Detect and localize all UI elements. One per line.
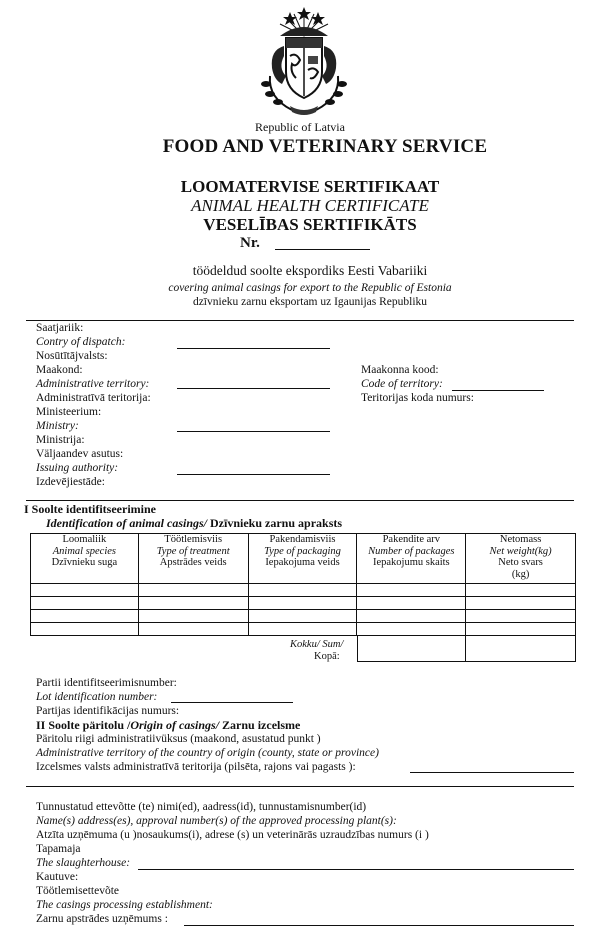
table-row [31,623,576,636]
table-cell[interactable] [248,623,357,636]
table-cell[interactable] [248,597,357,610]
table-cell[interactable] [138,597,248,610]
table-cell[interactable] [248,610,357,623]
country-label-en: Contry of dispatch: [36,336,126,348]
covering-lv: dzīvnieku zarnu eksportam uz Igaunijas Republiku [192,296,428,308]
certificate-title-lv: VESELĪBAS SERTIFIKĀTS [203,215,417,234]
col-label-lv: Dzīvnieku suga [51,557,118,568]
table-cell[interactable] [466,610,576,623]
sum-box-divider [465,636,466,662]
table-header-row [31,534,576,584]
ministry-label-lv: Ministrija: [36,434,85,446]
certificate-title-en: ANIMAL HEALTH CERTIFICATE [191,196,429,215]
county-code-field-line[interactable] [452,390,544,391]
col-label-et: Netomass [499,534,542,545]
plants-label-en: Name(s) address(es), approval number(s) of the approved processing plant(s): [36,815,397,827]
col-packages [357,534,466,584]
county-code-label-lv: Teritorijas koda numurs: [361,392,474,404]
col-label-et: Töötlemisviis [164,534,223,545]
section2-title [36,719,300,732]
section1-subtitle-en: Identification of animal casings/ [46,516,208,530]
col-label-en: Type of treatment [156,545,230,557]
col-packaging [248,534,357,584]
table-row [31,584,576,597]
col-label-lv2: (kg) [511,568,530,580]
republic-label: Republic of Latvia [255,120,345,134]
table-cell[interactable] [357,584,466,597]
authority-label-en: Issuing authority: [36,462,119,474]
table-cell[interactable] [357,597,466,610]
table-cell[interactable] [466,623,576,636]
processing-field-line[interactable] [184,925,574,926]
nr-field-line[interactable] [275,249,370,250]
processing-label-et: Töötlemisettevõte [36,885,120,897]
processing-label-lv: Zarnu apstrādes uzņēmums : [36,913,168,925]
plants-label-lv: Atzīta uzņēmuma (u )nosaukums(i), adrese (s) un veterinārās uzraudzības numurs (i ) [36,829,429,841]
sum-label: Kokku/ Sum/ [290,639,344,650]
divider [26,320,574,321]
table-cell[interactable] [357,623,466,636]
county-label-lv: Administratīvā teritorija: [36,392,151,404]
table-cell[interactable] [31,597,139,610]
table-cell[interactable] [138,584,248,597]
col-label-et: Loomaliik [62,534,107,545]
country-field-line[interactable] [177,348,330,349]
table-row [31,610,576,623]
service-title: FOOD AND VETERINARY SERVICE [162,136,488,157]
slaughterhouse-field-line[interactable] [138,869,574,870]
plants-label-et: Tunnustatud ettevõtte (te) nimi(ed), aadress(id), tunnustamisnumber(id) [36,801,367,813]
col-label-et: Pakendamisviis [269,534,336,545]
section2-title-lv: Zarnu izcelsme [219,718,301,732]
table-cell[interactable] [138,623,248,636]
col-label-en: Type of packaging [264,545,341,557]
ministry-field-line[interactable] [177,431,330,432]
section2-title-en: Origin of casings/ [130,718,220,732]
section2-title-et: II Soolte päritolu / [36,718,131,732]
col-species [31,534,139,584]
col-label-en: Number of packages [368,545,455,557]
col-label-lv: Iepakojuma veids [265,557,340,568]
county-label-en: Administrative territory: [36,378,150,390]
origin-territory-lv: Izcelsmes valsts administratīvā teritorija (pilsēta, rajons vai pagasts ): [36,761,356,773]
country-label-et: Saatjariik: [36,322,84,334]
slaughterhouse-label-en: The slaughterhouse: [36,857,131,869]
county-code-label-et: Maakonna kood: [361,364,439,376]
covering-en: covering animal casings for export to the Republic of Estonia [168,282,452,294]
col-label-lv: Neto svars [498,557,543,568]
nr-label: Nr. [240,235,260,251]
table-cell[interactable] [466,597,576,610]
casings-table [30,533,576,636]
certificate-title-et: LOOMATERVISE SERTIFIKAAT [180,177,440,196]
table-cell[interactable] [357,610,466,623]
col-label-lv: Apstrādes veids [159,557,227,568]
col-label-et: Pakendite arv [382,534,441,545]
col-label-en: Animal species [52,545,117,557]
authority-label-et: Väljaandev asutus: [36,448,124,460]
county-code-label-en: Code of territory: [361,378,443,390]
lot-label-en: Lot identification number: [36,691,158,703]
col-label-en: Net weight(kg) [489,545,552,557]
lot-label-lv: Partijas identifikācijas numurs: [36,705,180,717]
processing-label-en: The casings processing establishment: [36,899,213,911]
origin-territory-en: Administrative territory of the country of origin (county, state or province) [36,747,379,759]
table-cell[interactable] [248,584,357,597]
county-field-line[interactable] [177,388,330,389]
section1-subtitle [46,517,342,530]
table-cell[interactable] [466,584,576,597]
slaughterhouse-label-et: Tapamaja [36,843,81,855]
ministry-label-et: Ministeerium: [36,406,102,418]
section1-title: I Soolte identifitseerimine [24,502,156,516]
origin-territory-et: Päritolu riigi administratiivüksus (maakond, asustatud punkt ) [36,733,321,745]
lot-label-et: Partii identifitseerimisnumber: [36,677,177,689]
divider [26,500,574,501]
coat-of-arms-emblem [250,6,358,118]
col-label-lv: Iepakojumu skaits [372,557,450,568]
country-label-lv: Nosūtītājvalsts: [36,350,108,362]
table-row [31,597,576,610]
sum-box[interactable] [357,636,576,662]
table-cell[interactable] [138,610,248,623]
covering-et: töödeldud soolte ekspordiks Eesti Vabariiki [192,263,428,278]
col-treatment [138,534,248,584]
county-label-et: Maakond: [36,364,83,376]
origin-territory-field-line[interactable] [410,772,574,773]
authority-field-line[interactable] [177,474,330,475]
sum-label-lv: Kopā: [314,651,340,662]
col-net-weight [466,534,576,584]
slaughterhouse-label-lv: Kautuve: [36,871,79,883]
table-cell[interactable] [31,610,139,623]
section1-subtitle-lv: Dzīvnieku zarnu apraksts [207,516,343,530]
authority-label-lv: Izdevējiestāde: [36,476,105,488]
lot-field-line[interactable] [171,702,293,703]
ministry-label-en: Ministry: [36,420,79,432]
table-cell[interactable] [31,623,139,636]
divider [26,786,574,787]
table-cell[interactable] [31,584,139,597]
